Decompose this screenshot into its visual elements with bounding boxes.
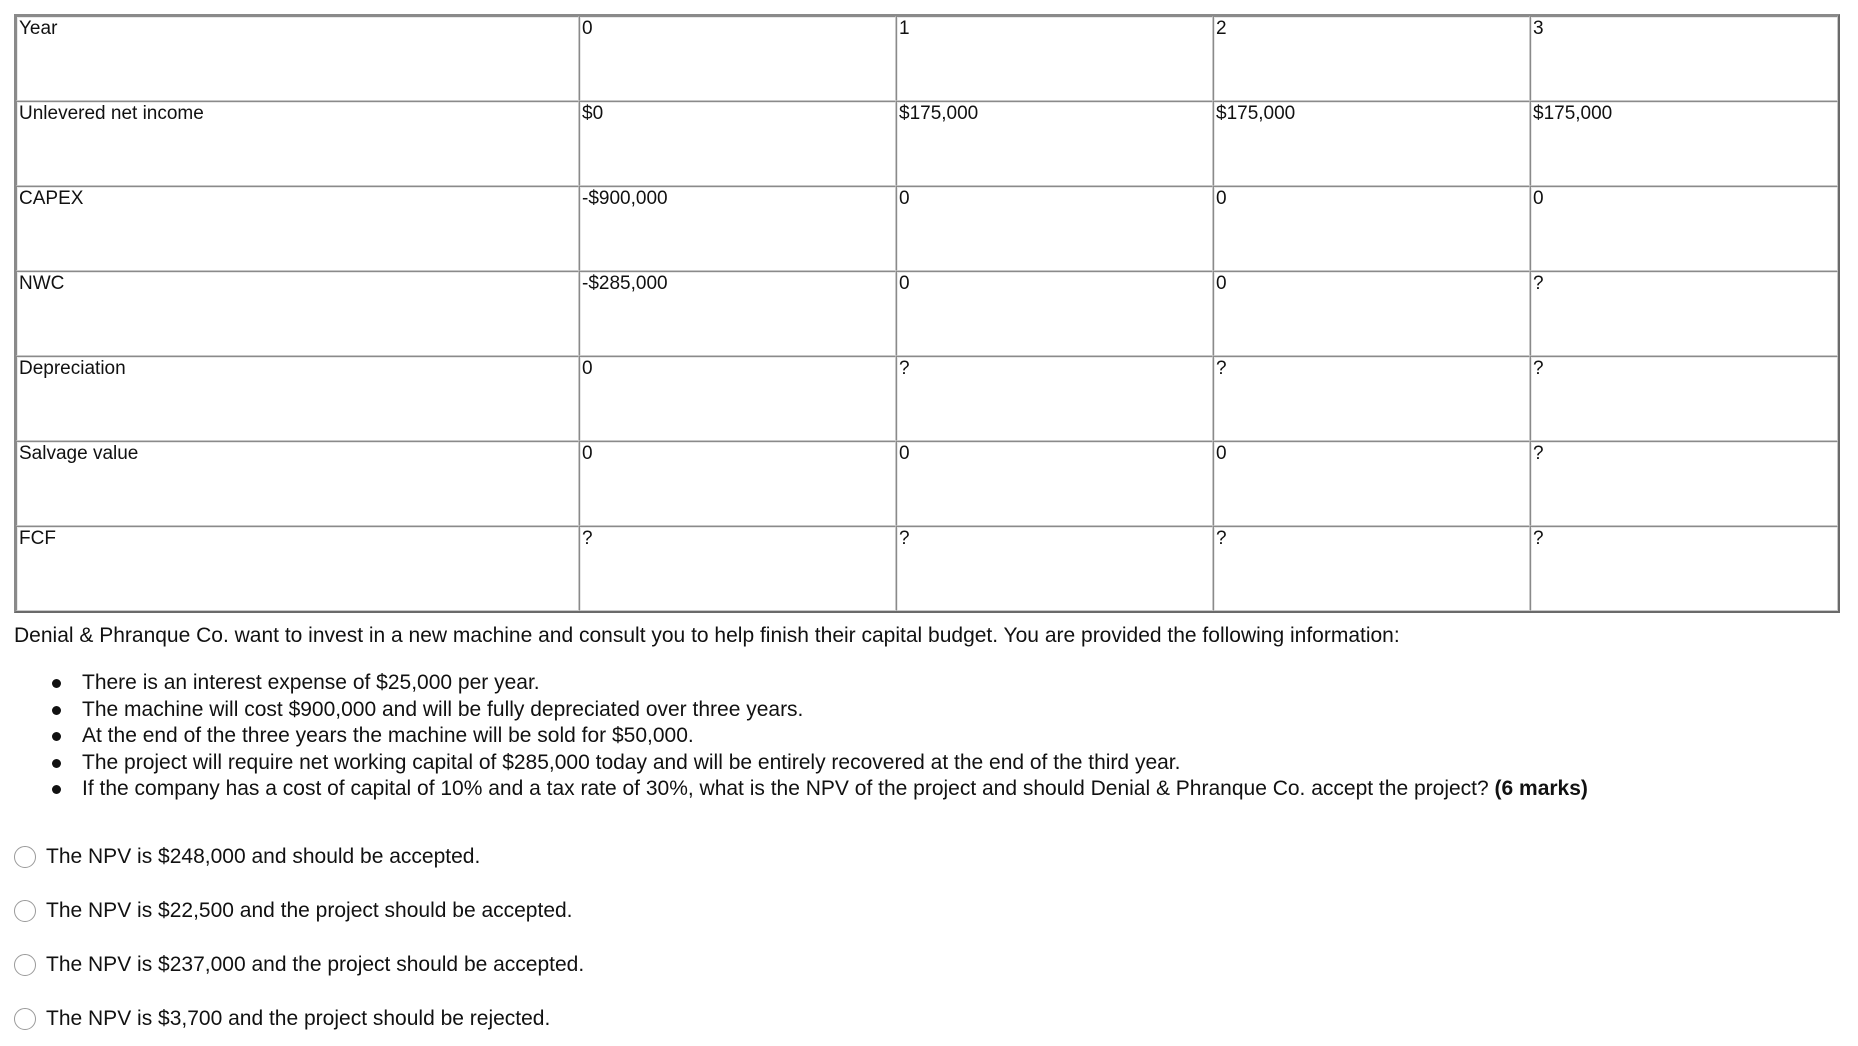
radio-button[interactable] — [14, 1008, 36, 1030]
capital-budget-table — [14, 14, 1840, 613]
question-intro: Denial & Phranque Co. want to invest in a new machine and consult you to help finish their capital budget. You are provided the following information: — [14, 624, 1400, 647]
table-row-year — [16, 16, 1838, 101]
list-item — [82, 723, 1844, 750]
table-cell: 0 — [1213, 271, 1530, 356]
table-cell: ? — [1213, 356, 1530, 441]
marks-label: (6 marks) — [1494, 777, 1588, 800]
radio-button[interactable] — [14, 954, 36, 976]
table-cell: ? — [1530, 526, 1838, 611]
table-cell: ? — [1530, 441, 1838, 526]
table-cell: 3 — [1530, 16, 1838, 101]
answer-option-3[interactable] — [14, 938, 584, 992]
answer-options — [14, 830, 584, 1046]
fact-text: At the end of the three years the machine will be sold for $50,000. — [82, 724, 694, 747]
row-label: NWC — [16, 271, 579, 356]
table-cell: ? — [1530, 271, 1838, 356]
table-cell: ? — [896, 526, 1213, 611]
table-row-depreciation — [16, 356, 1838, 441]
option-label: The NPV is $248,000 and should be accepted. — [46, 845, 481, 868]
table-row-fcf — [16, 526, 1838, 611]
row-label: FCF — [16, 526, 579, 611]
option-label: The NPV is $22,500 and the project should be accepted. — [46, 899, 573, 922]
table-cell: $175,000 — [896, 101, 1213, 186]
table-cell: 0 — [896, 271, 1213, 356]
table-cell: 0 — [1530, 186, 1838, 271]
row-label: CAPEX — [16, 186, 579, 271]
fact-text: If the company has a cost of capital of 10% and a tax rate of 30%, what is the NPV of the project and should Denial & Phranque Co. accept the project? — [82, 777, 1495, 800]
list-item — [82, 750, 1844, 777]
row-label: Year — [16, 16, 579, 101]
table-cell: ? — [579, 526, 896, 611]
table-row-capex — [16, 186, 1838, 271]
list-item — [82, 776, 1844, 803]
list-item — [82, 697, 1844, 724]
fact-text: The project will require net working capital of $285,000 today and will be entirely recovered at the end of the third year. — [82, 750, 1181, 774]
table-cell: $175,000 — [1213, 101, 1530, 186]
radio-button[interactable] — [14, 846, 36, 868]
table-cell: 0 — [579, 356, 896, 441]
answer-option-1[interactable] — [14, 830, 584, 884]
table-cell: 0 — [579, 441, 896, 526]
table-cell: $0 — [579, 101, 896, 186]
row-label: Depreciation — [16, 356, 579, 441]
table-row-nwc — [16, 271, 1838, 356]
table-cell: ? — [896, 356, 1213, 441]
table-cell: ? — [1213, 526, 1530, 611]
fact-text: The machine will cost $900,000 and will be fully depreciated over three years. — [82, 697, 804, 721]
table-cell: 2 — [1213, 16, 1530, 101]
option-label: The NPV is $237,000 and the project should be accepted. — [46, 953, 585, 976]
table-cell: $175,000 — [1530, 101, 1838, 186]
row-label: Unlevered net income — [16, 101, 579, 186]
table-cell: -$900,000 — [579, 186, 896, 271]
table-cell: 0 — [579, 16, 896, 101]
row-label: Salvage value — [16, 441, 579, 526]
radio-button[interactable] — [14, 900, 36, 922]
list-item — [82, 670, 1844, 697]
question-block — [14, 622, 1844, 803]
table-cell: -$285,000 — [579, 271, 896, 356]
fact-text: There is an interest expense of $25,000 per year. — [82, 671, 540, 694]
table-cell: 0 — [1213, 441, 1530, 526]
capital-budget-table-wrapper — [14, 14, 1836, 613]
table-cell: ? — [1530, 356, 1838, 441]
table-cell: 0 — [896, 441, 1213, 526]
answer-option-2[interactable] — [14, 884, 584, 938]
table-cell: 1 — [896, 16, 1213, 101]
table-row-unlevered-net-income — [16, 101, 1838, 186]
table-cell: 0 — [896, 186, 1213, 271]
table-row-salvage-value — [16, 441, 1838, 526]
table-cell: 0 — [1213, 186, 1530, 271]
facts-list — [14, 670, 1844, 803]
option-label: The NPV is $3,700 and the project should be rejected. — [46, 1007, 551, 1030]
answer-option-4[interactable] — [14, 992, 584, 1046]
